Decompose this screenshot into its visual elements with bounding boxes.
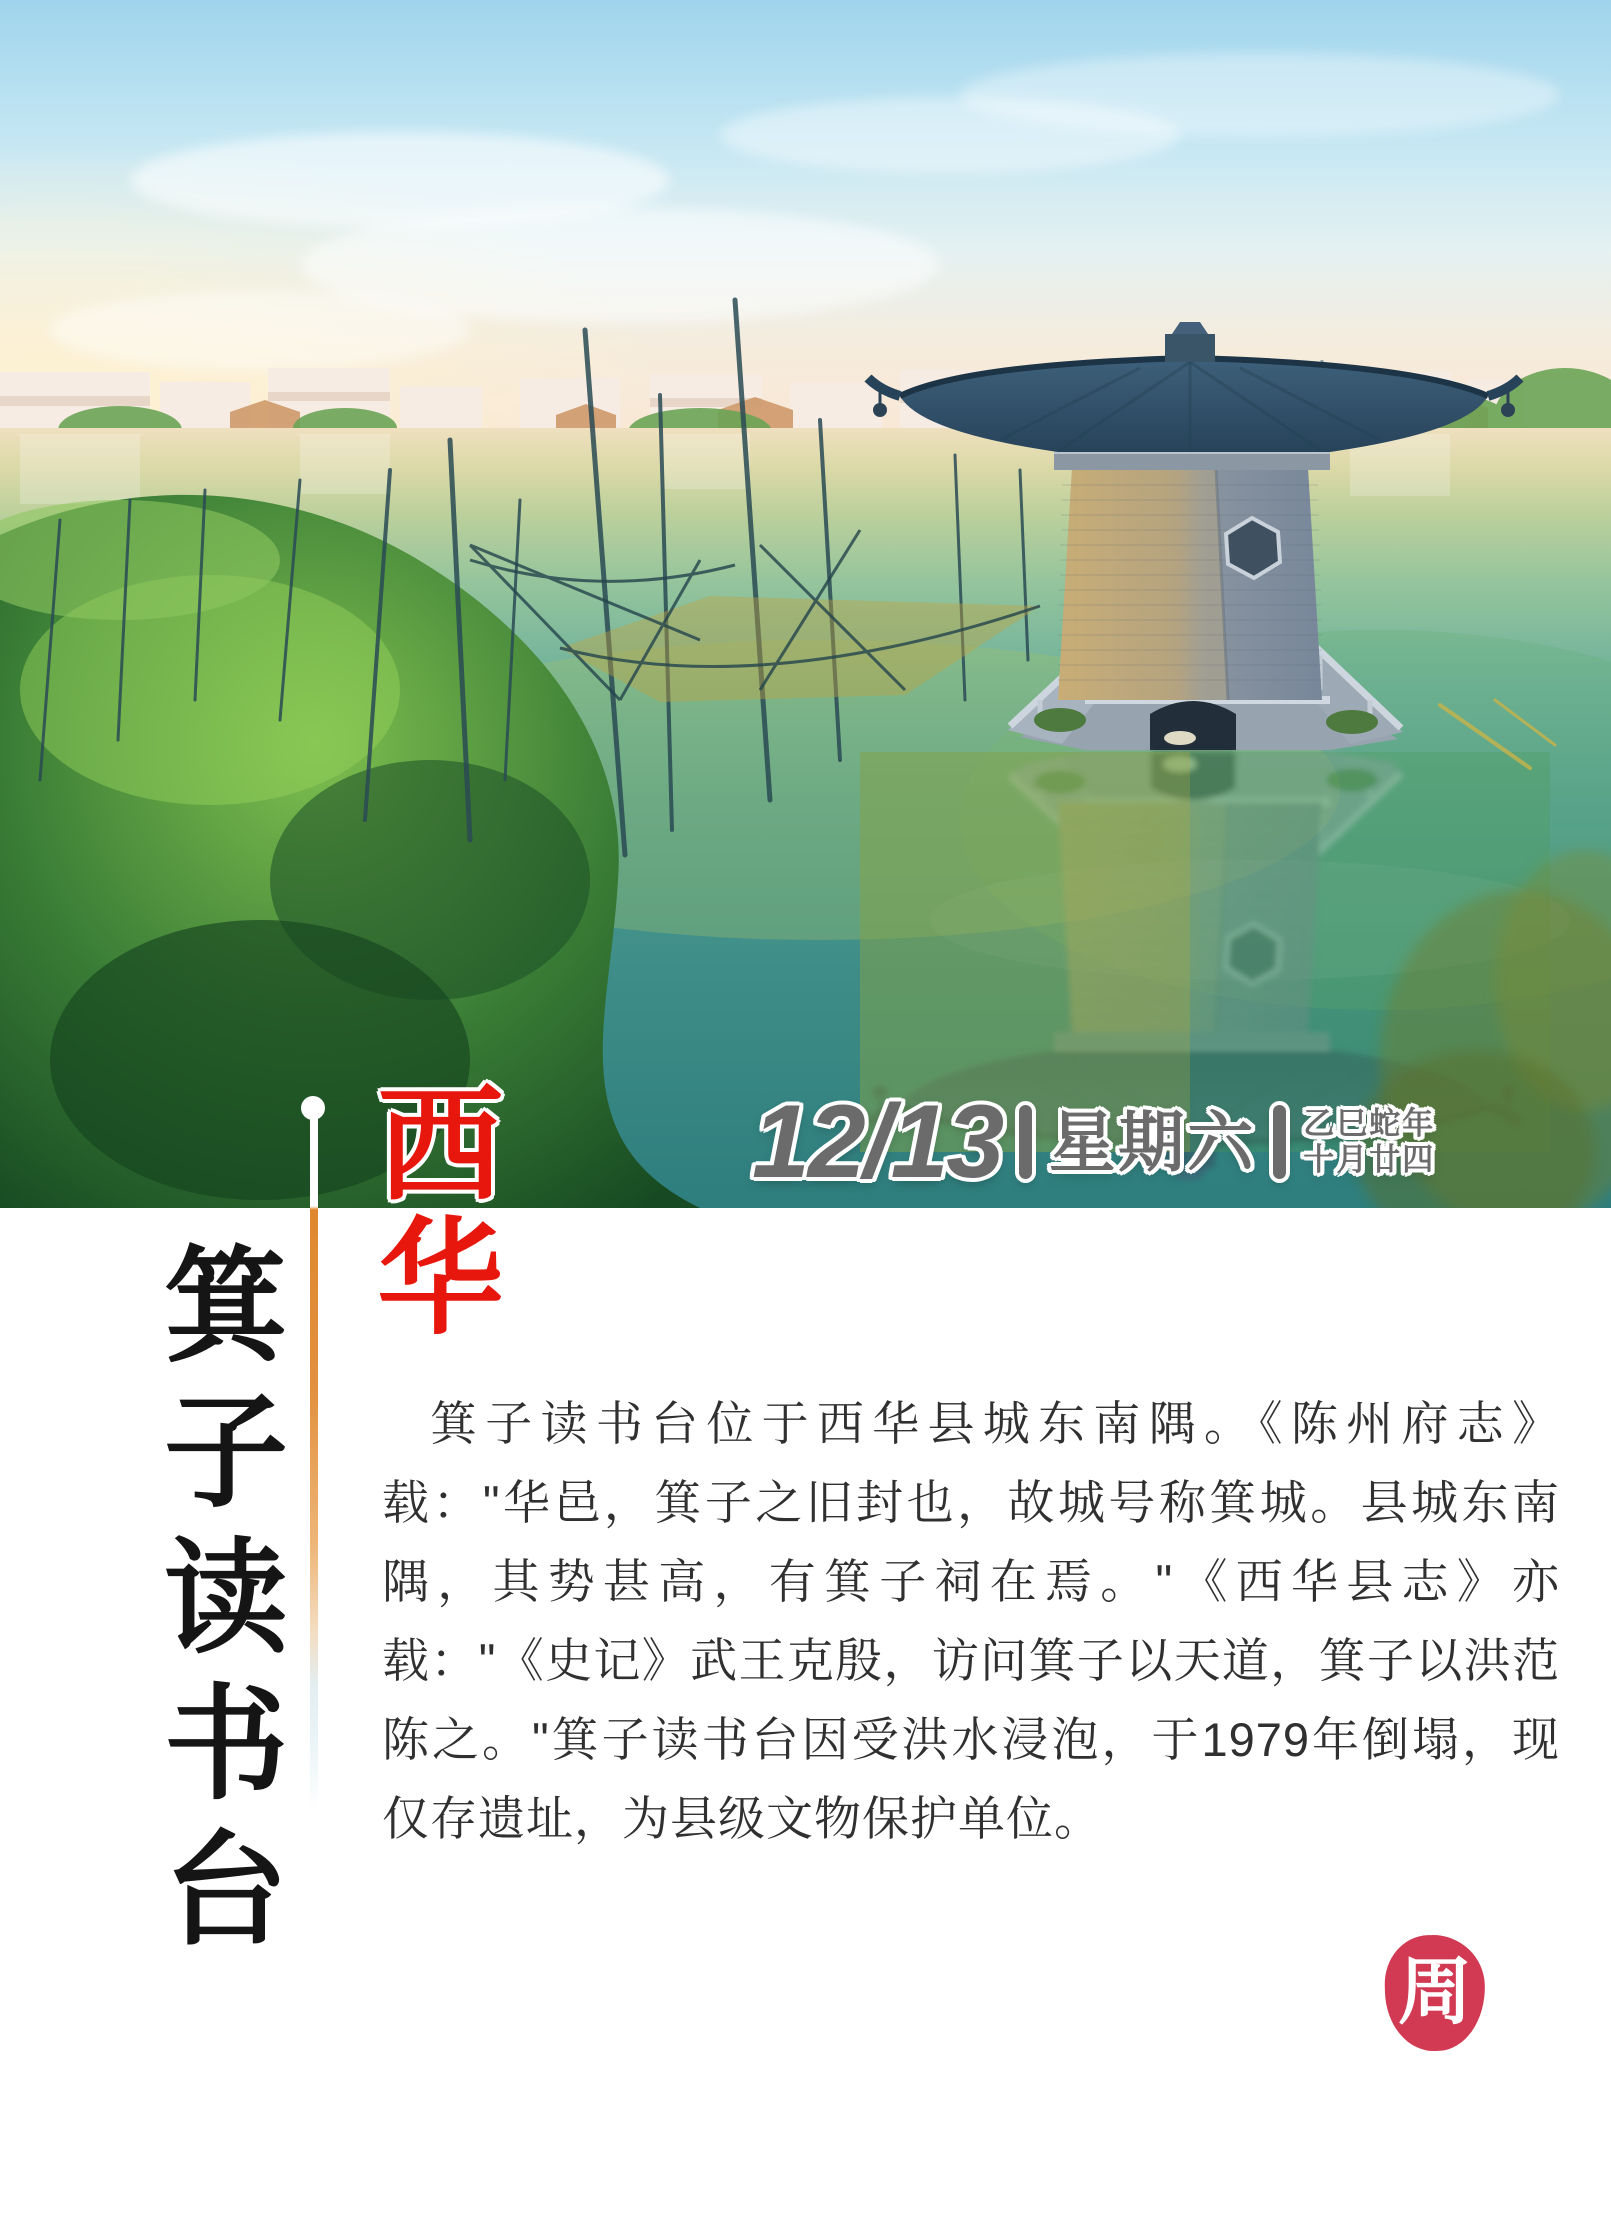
date-weekday: 星期六 — [1049, 1105, 1257, 1179]
date-separator — [1273, 1105, 1286, 1179]
seal-character: 周 — [1398, 1952, 1472, 2034]
date-lunar — [1303, 1106, 1435, 1178]
date-overlay — [752, 1084, 1436, 1200]
page-title-vertical: 箕子读书台 — [146, 1240, 283, 1970]
lunar-year: 乙巳蛇年 — [1303, 1106, 1436, 1141]
date-month-day: 12/13 — [752, 1084, 1003, 1200]
red-seal-stamp — [1383, 1934, 1486, 2053]
location-name-vertical: 西华 — [359, 1078, 498, 1344]
lunar-day: 十月廿四 — [1303, 1142, 1436, 1177]
timeline-line — [310, 1116, 318, 1810]
article-paragraph: 箕子读书台位于西华县城东南隅。《陈州府志》载："华邑，箕子之旧封也，故城号称箕城。县城东南隅，其势甚高，有箕子祠在焉。"《西华县志》亦载："《史记》武王克殷，访问箕子以天道，箕子以洪范陈之。"箕子读书台因受洪水浸泡，于1979年倒塌，现仅存遗址，为县级文物保护单位。 — [382, 1397, 1560, 1845]
date-separator — [1019, 1105, 1032, 1179]
